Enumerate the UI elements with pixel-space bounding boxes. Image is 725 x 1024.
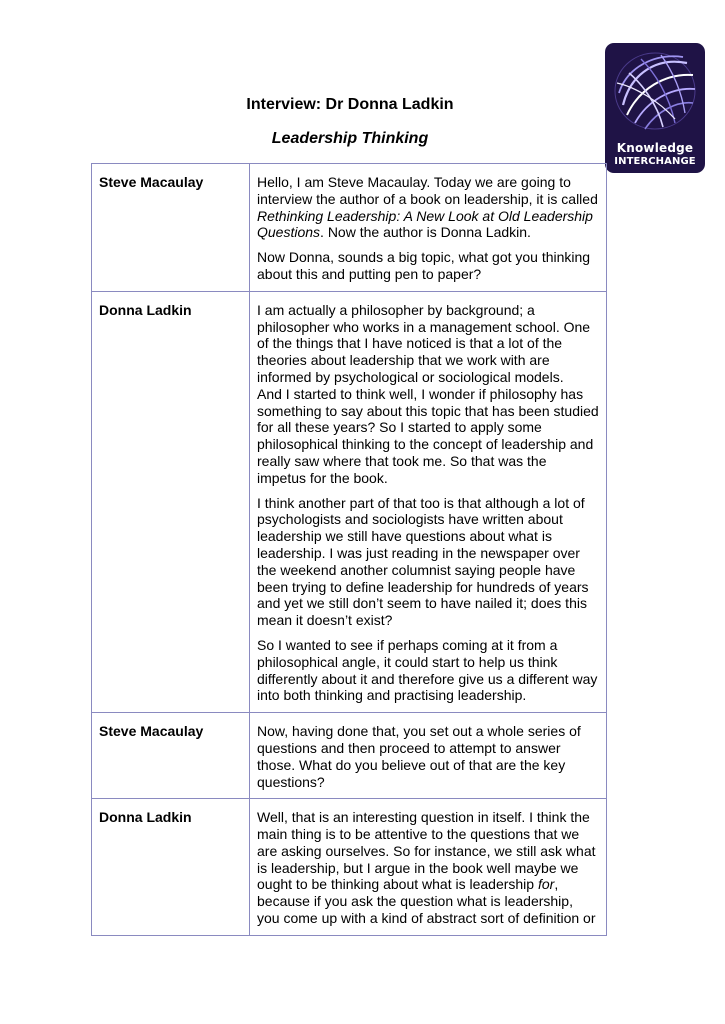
paragraph: Now, having done that, you set out a whole series of questions and then proceed to attempt to answer those. What do you believe out of that are the key questions? [257, 723, 581, 790]
paragraph: Now Donna, sounds a big topic, what got you thinking about this and putting pen to paper? [257, 249, 591, 282]
globe-swirl-icon [605, 43, 705, 141]
paragraph [257, 809, 599, 927]
paragraph [257, 302, 599, 487]
paragraph [257, 174, 599, 241]
speech-cell [250, 164, 607, 292]
table-row [92, 291, 607, 712]
table-row [92, 799, 607, 936]
text-run: And I started to think well, I wonder if philosophy has something to say about this topic that has been studied for all these years? So I started to apply some philosophical thinking to the concept of leadership and really saw where that took me. So that was the impetus for the book. [257, 385, 599, 486]
speaker-cell: Donna Ladkin [92, 799, 250, 936]
text-run: Well, that is an interesting question in itself. I think the main thing is to be attentive to the questions that we are asking ourselves. So for instance, we still ask what is leadership, but I argue in the book well maybe we ought to be thinking about what is leadership [257, 809, 596, 893]
speaker-cell: Steve Macaulay [92, 713, 250, 799]
speech-cell [250, 713, 607, 799]
paragraph: I think another part of that too is that although a lot of psychologists and sociologists have written about leadership we still have questions about what is leadership. I was just reading in the newspaper over the weekend another columnist saying people have been trying to define leadership for hundreds of years and yet we still don’t seem to have nailed it; does this mean it doesn’t exist? [257, 494, 589, 629]
paragraph: So I wanted to see if perhaps coming at it from a philosophical angle, it could start to help us think differently about it and therefore give us a different way into both thinking and practising leadership. [257, 636, 598, 704]
speaker-cell: Steve Macaulay [92, 164, 250, 292]
speaker-cell: Donna Ladkin [92, 291, 250, 712]
text-run: . Now the author is Donna Ladkin. [320, 224, 531, 241]
table-row [92, 713, 607, 799]
logo-line-2: INTERCHANGE [614, 156, 696, 167]
text-run: I am actually a philosopher by background; a philosopher who works in a management school. One of the things that I have noticed is that a lot of the theories about leadership that we work with are informed by psychological or sociological models. [257, 301, 591, 385]
text-run: , because if you ask the question what is leadership, you come up with a kind of abstract sort of definition or [257, 876, 596, 927]
text-run: Hello, I am Steve Macaulay. Today we are going to interview the author of a book on leadership, it is called [257, 174, 598, 207]
page-title: Interview: Dr Donna Ladkin [246, 96, 454, 113]
table-row [92, 164, 607, 292]
page-subtitle: Leadership Thinking [271, 130, 429, 147]
book-title: Rethinking Leadership: A New Look at Old Leadership Questions [257, 207, 593, 241]
logo-line-1: Knowledge [616, 141, 694, 155]
interview-table [91, 163, 607, 936]
speech-cell [250, 799, 607, 936]
speech-cell [250, 291, 607, 712]
emphasis: for [537, 876, 555, 893]
